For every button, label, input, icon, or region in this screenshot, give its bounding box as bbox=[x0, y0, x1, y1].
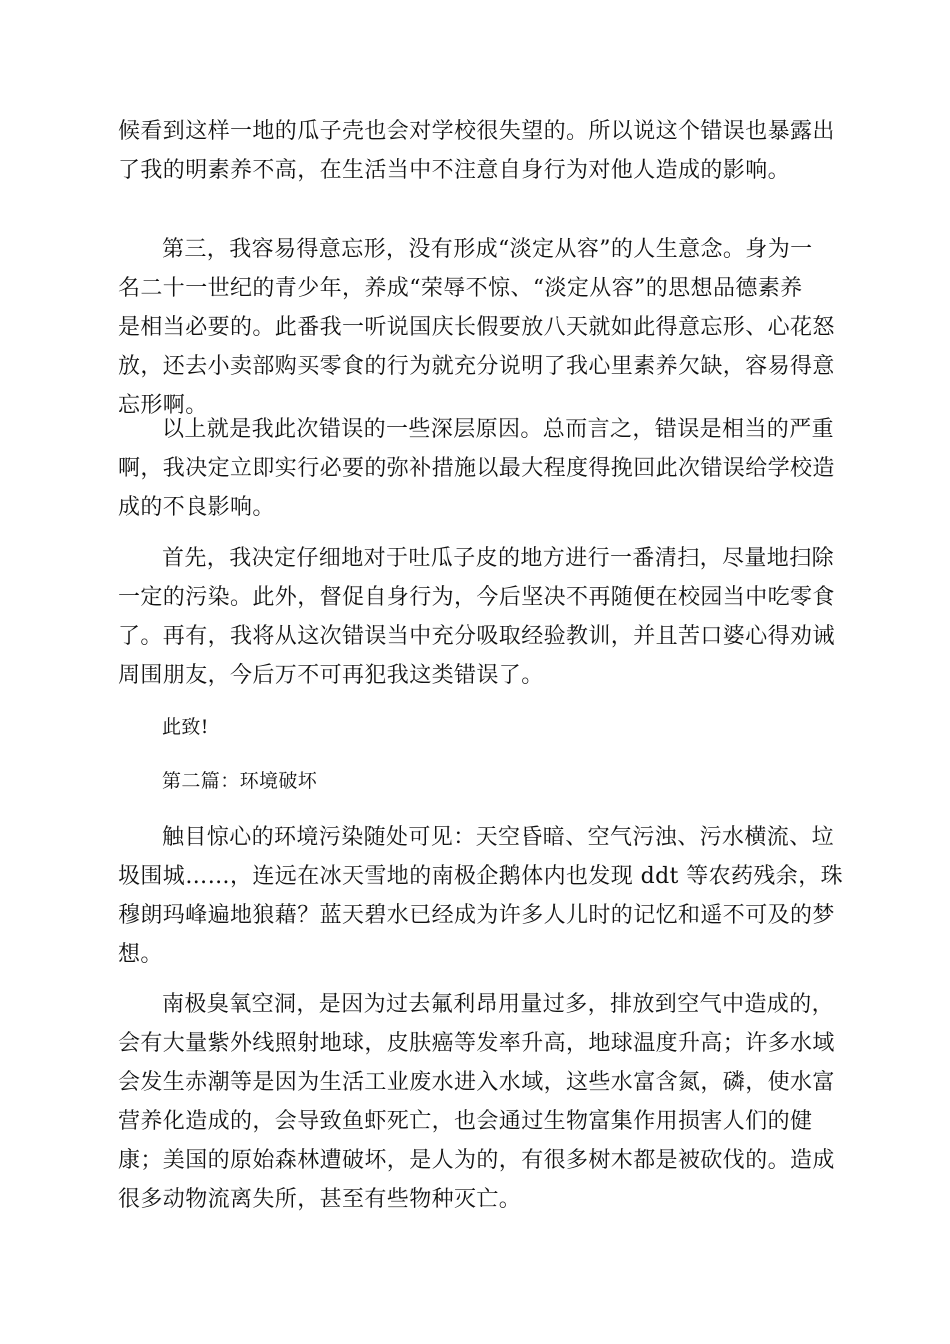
text-line: 穆朗玛峰遍地狼藉？蓝天碧水已经成为许多人儿时的记忆和遥不可及的梦 bbox=[118, 903, 835, 928]
paragraph-pollution-examples bbox=[118, 985, 838, 1219]
text-line: 啊，我决定立即实行必要的弥补措施以最大程度得挽回此次错误给学校造 bbox=[118, 456, 835, 481]
text-line: 周围朋友，今后万不可再犯我这类错误了。 bbox=[118, 663, 544, 688]
text-line: 圾围城……，连远在冰天雪地的南极企鹅体内也发现 ddt 等农药残余，珠 bbox=[118, 864, 843, 889]
text-line: 触目惊心的环境污染随处可见：天空昏暗、空气污浊、污水横流、垃 bbox=[162, 825, 835, 850]
text-line: 想。 bbox=[118, 942, 163, 967]
text-line: 第二篇：环境破坏 bbox=[162, 770, 318, 792]
text-line: 首先，我决定仔细地对于吐瓜子皮的地方进行一番清扫，尽量地扫除 bbox=[162, 546, 835, 571]
text-line: 康；美国的原始森林遭破坏，是人为的，有很多树木都是被砍伐的。造成 bbox=[118, 1148, 835, 1173]
text-line: 候看到这样一地的瓜子壳也会对学校很失望的。所以说这个错误也暴露出 bbox=[118, 119, 835, 144]
paragraph-pollution-intro bbox=[118, 818, 843, 974]
paragraph-third-reason bbox=[118, 230, 838, 425]
text-line: 第三，我容易得意忘形，没有形成“淡定从容”的人生意念。身为一 bbox=[162, 237, 813, 262]
section-heading bbox=[118, 762, 838, 801]
text-line: 营养化造成的，会导致鱼虾死亡，也会通过生物富集作用损害人们的健 bbox=[118, 1109, 813, 1134]
paragraph-continuation bbox=[118, 112, 838, 190]
text-line: 成的不良影响。 bbox=[118, 495, 275, 520]
paragraph-summary bbox=[118, 410, 838, 527]
text-line: 很多动物流离失所，甚至有些物种灭亡。 bbox=[118, 1187, 522, 1212]
paragraph-remedy bbox=[118, 539, 838, 695]
closing-salutation bbox=[118, 708, 838, 747]
text-line: 会发生赤潮等是因为生活工业废水进入水域，这些水富含氮，磷，使水富 bbox=[118, 1070, 835, 1095]
text-line: 了。再有，我将从这次错误当中充分吸取经验教训，并且苦口婆心得劝诫 bbox=[118, 624, 835, 649]
text-line: 是相当必要的。此番我一听说国庆长假要放八天就如此得意忘形、心花怒 bbox=[118, 315, 835, 340]
text-line: 会有大量紫外线照射地球，皮肤癌等发率升高，地球温度升高；许多水域 bbox=[118, 1031, 835, 1056]
text-line: 忘形啊。 bbox=[118, 393, 208, 418]
text-line: 名二十一世纪的青少年，养成“荣辱不惊、“淡定从容”的思想品德素养 bbox=[118, 276, 803, 301]
text-line: 以上就是我此次错误的一些深层原因。总而言之，错误是相当的严重 bbox=[162, 417, 835, 442]
text-line: 了我的明素养不高，在生活当中不注意自身行为对他人造成的影响。 bbox=[118, 158, 791, 183]
text-line: 放，还去小卖部购买零食的行为就充分说明了我心里素养欠缺，容易得意 bbox=[118, 354, 835, 379]
text-line: 南极臭氧空洞，是因为过去氟利昂用量过多，排放到空气中造成的， bbox=[162, 992, 835, 1017]
text-line: 此致! bbox=[162, 716, 209, 738]
text-line: 一定的污染。此外，督促自身行为，今后坚决不再随便在校园当中吃零食 bbox=[118, 585, 835, 610]
